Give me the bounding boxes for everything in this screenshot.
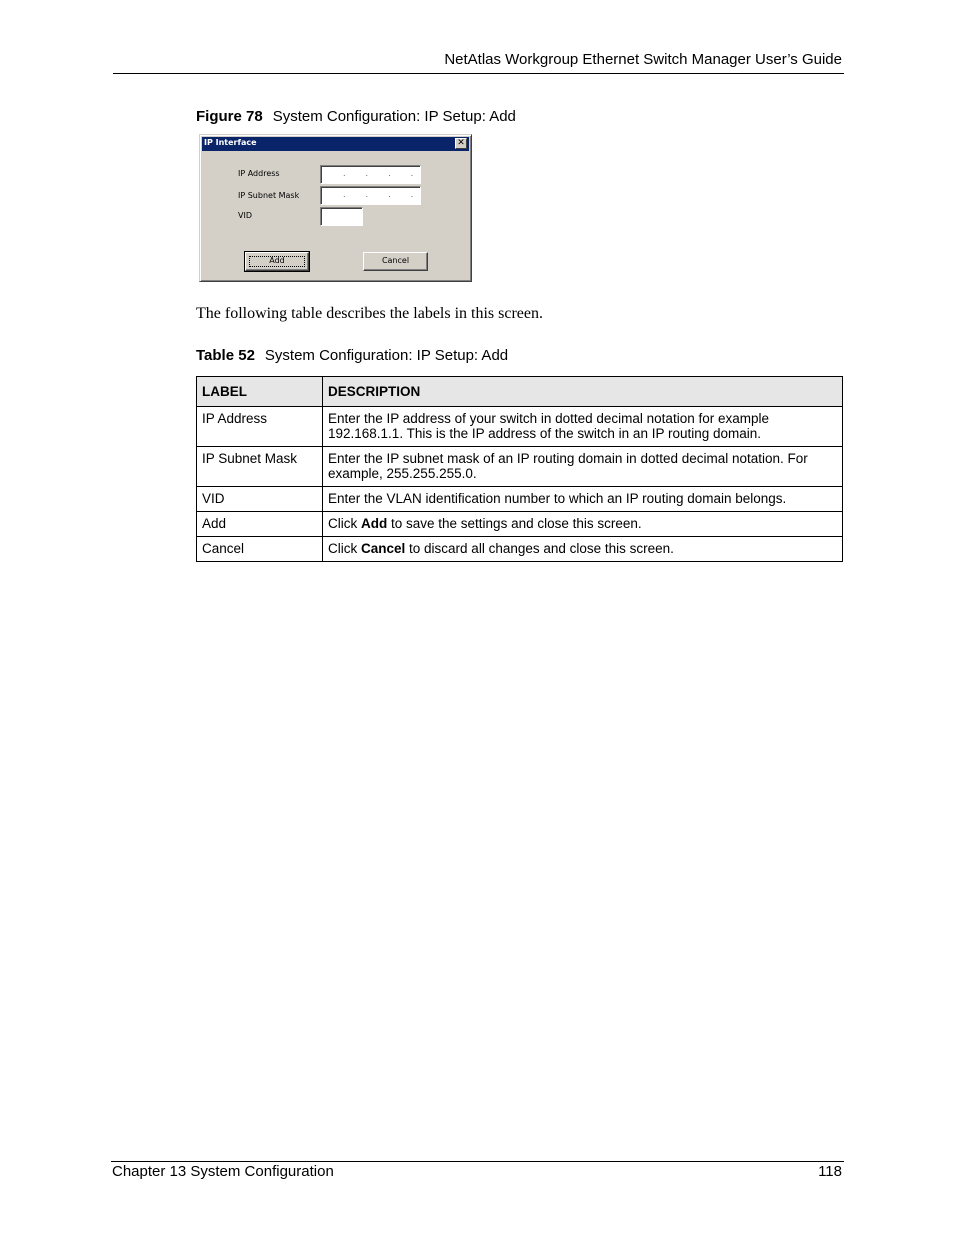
add-button-label: Add bbox=[269, 256, 285, 265]
table-title: System Configuration: IP Setup: Add bbox=[264, 347, 509, 364]
vid-input[interactable] bbox=[320, 207, 363, 226]
desc-pre: Click bbox=[328, 516, 361, 531]
close-icon[interactable]: ✕ bbox=[455, 138, 467, 149]
intro-paragraph: The following table describes the labels in this screen. bbox=[196, 305, 544, 322]
running-header: NetAtlas Workgroup Ethernet Switch Manager User’s Guide bbox=[444, 51, 842, 68]
figure-title: System Configuration: IP Setup: Add bbox=[272, 108, 516, 125]
row-label: Add bbox=[197, 512, 323, 537]
table-row bbox=[197, 447, 843, 487]
header-rule bbox=[113, 73, 844, 74]
table-caption bbox=[196, 347, 508, 364]
figure-label: Figure 78 bbox=[196, 108, 263, 125]
dialog-titlebar bbox=[202, 137, 469, 151]
ip-address-input[interactable] bbox=[320, 165, 434, 184]
row-description bbox=[323, 537, 843, 562]
vid-label: VID bbox=[238, 211, 252, 220]
table-row bbox=[197, 512, 843, 537]
row-label: VID bbox=[197, 487, 323, 512]
row-description: Enter the VLAN identification number to which an IP routing domain belongs. bbox=[323, 487, 843, 512]
ip-subnet-mask-dots: .... bbox=[343, 190, 434, 199]
desc-post: to discard all changes and close this screen. bbox=[405, 541, 674, 556]
desc-bold: Add bbox=[361, 516, 388, 531]
ip-subnet-mask-input[interactable] bbox=[320, 186, 434, 205]
row-label: Cancel bbox=[197, 537, 323, 562]
label-description-table bbox=[196, 376, 843, 562]
cancel-button-label: Cancel bbox=[381, 256, 410, 265]
ip-subnet-mask-label: IP Subnet Mask bbox=[238, 191, 300, 200]
row-description: Enter the IP subnet mask of an IP routing domain in dotted decimal notation. For example, 255.255.255.0. bbox=[323, 447, 843, 487]
row-description bbox=[323, 512, 843, 537]
dialog-title: IP Interface bbox=[204, 138, 257, 147]
table-header-row bbox=[197, 377, 843, 407]
table-row bbox=[197, 537, 843, 562]
header-description: DESCRIPTION bbox=[323, 377, 843, 407]
ip-address-dots: .... bbox=[343, 169, 434, 178]
ip-interface-dialog bbox=[199, 134, 472, 282]
row-label: IP Address bbox=[197, 407, 323, 447]
figure-caption bbox=[196, 108, 516, 125]
add-button[interactable] bbox=[245, 252, 309, 271]
table-row bbox=[197, 407, 843, 447]
ip-address-label: IP Address bbox=[238, 169, 280, 178]
table-row bbox=[197, 487, 843, 512]
page-number: 118 bbox=[818, 1163, 842, 1180]
row-description: Enter the IP address of your switch in dotted decimal notation for example 192.168.1.1. This is the IP address of the switch in an IP routing domain. bbox=[323, 407, 843, 447]
desc-pre: Click bbox=[328, 541, 361, 556]
table-label: Table 52 bbox=[196, 347, 255, 364]
header-label: LABEL bbox=[197, 377, 323, 407]
row-label: IP Subnet Mask bbox=[197, 447, 323, 487]
footer-chapter: Chapter 13 System Configuration bbox=[112, 1163, 334, 1180]
cancel-button[interactable] bbox=[363, 252, 428, 271]
desc-bold: Cancel bbox=[361, 541, 406, 556]
desc-post: to save the settings and close this screen. bbox=[387, 516, 642, 531]
footer-rule bbox=[111, 1161, 844, 1162]
